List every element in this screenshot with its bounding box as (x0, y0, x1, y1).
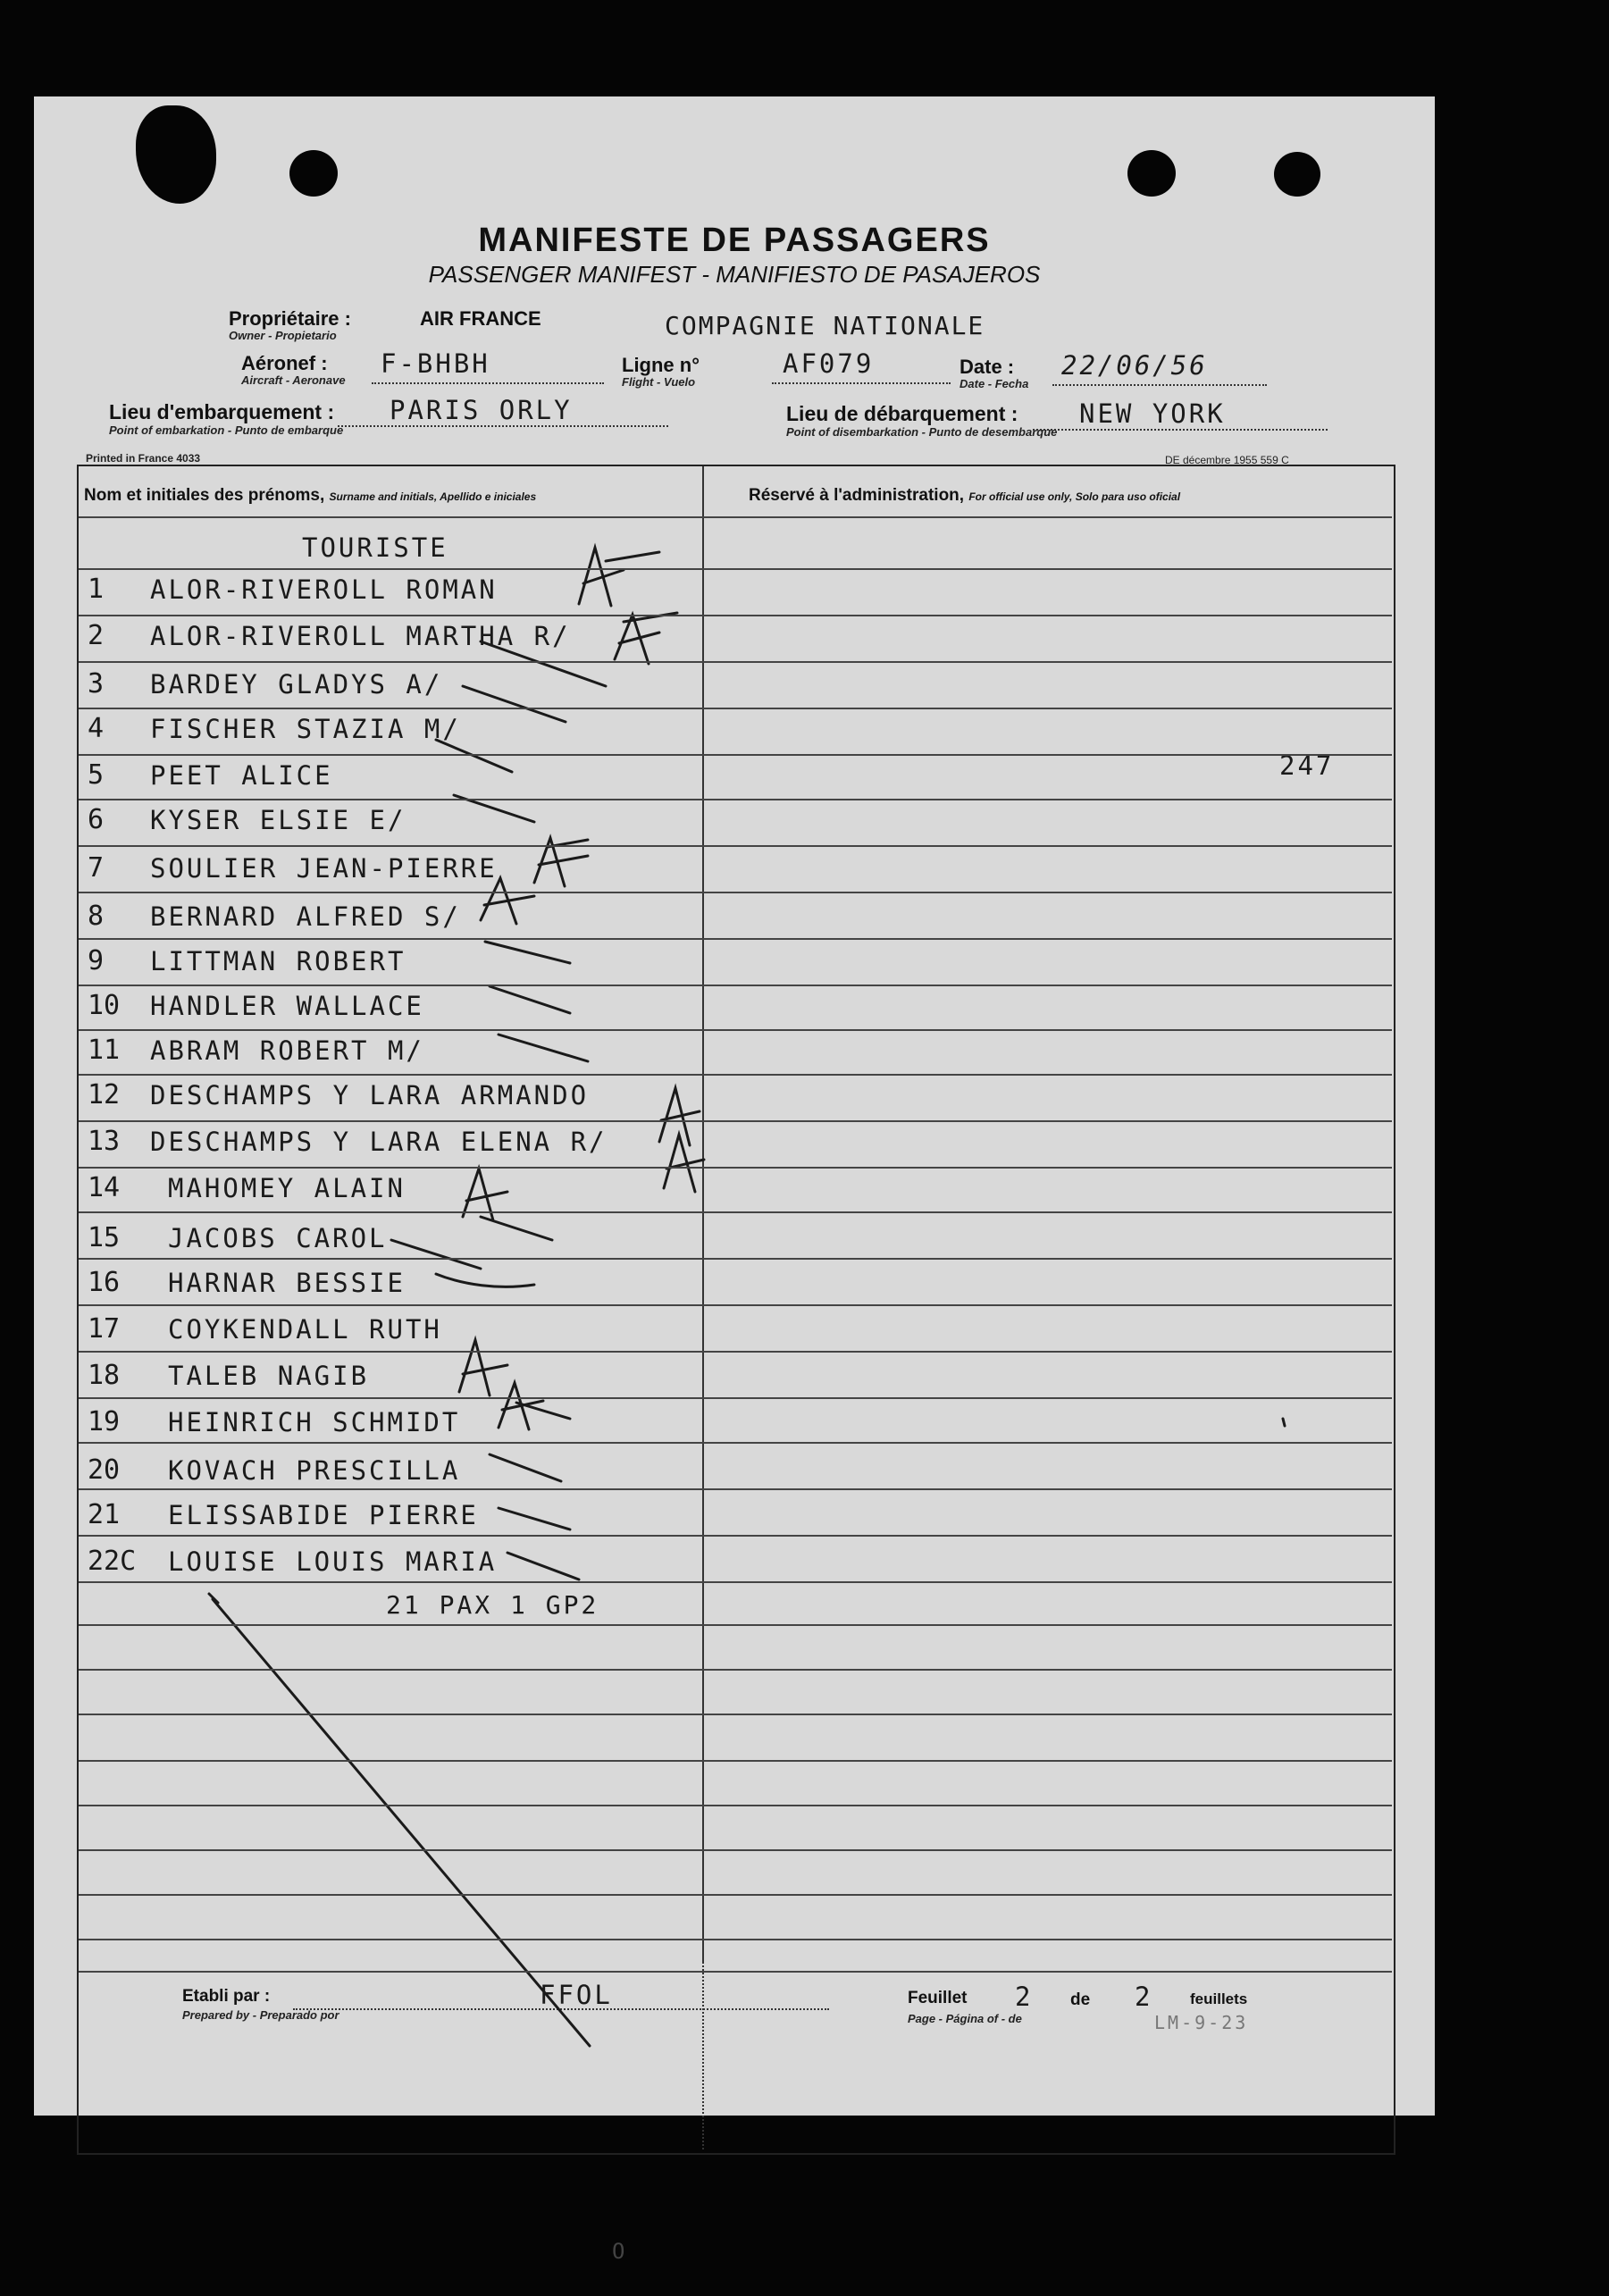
ruled-line (79, 708, 1392, 709)
passenger-number: 5 (88, 759, 105, 791)
ruled-line (79, 661, 1392, 663)
passenger-number: 10 (88, 990, 121, 1021)
passenger-number: 13 (88, 1126, 121, 1157)
sheets-word: feuillets (1190, 1990, 1248, 2007)
passenger-number: 2 (88, 620, 105, 651)
owner-sublabel: Owner - Propietario (229, 329, 337, 342)
ruled-line (79, 1894, 1392, 1896)
embarkation-label: Lieu d'embarquement : (109, 400, 335, 423)
passenger-name: SOULIER JEAN-PIERRE (150, 853, 498, 884)
passenger-name: ALOR-RIVEROLL ROMAN (150, 574, 498, 605)
passenger-number: 22C (88, 1546, 137, 1577)
passenger-name: LOUISE LOUIS MARIA (168, 1546, 498, 1577)
sheet-total: 2 (1135, 1982, 1153, 2012)
disembarkation-label: Lieu de débarquement : (786, 402, 1018, 425)
flight-sublabel: Flight - Vuelo (622, 375, 696, 389)
ruled-line (79, 892, 1392, 893)
passenger-number: 14 (88, 1172, 121, 1203)
ruled-line (79, 938, 1392, 940)
passenger-name: JACOBS CAROL (168, 1223, 388, 1253)
owner-company: COMPAGNIE NATIONALE (665, 311, 985, 340)
sheet-stamp: LM-9-23 (1154, 2012, 1249, 2033)
passenger-number: 21 (88, 1499, 121, 1530)
passenger-number: 8 (88, 901, 105, 932)
owner-value: AIR FRANCE (420, 307, 541, 330)
embarkation-value: PARIS ORLY (390, 395, 573, 425)
passenger-number: 17 (88, 1313, 121, 1345)
passenger-number: 15 (88, 1222, 121, 1253)
printed-note: Printed in France 4033 (86, 452, 201, 465)
passenger-number: 1 (88, 574, 105, 605)
ruled-line (79, 1074, 1392, 1076)
page-subtitle: PASSENGER MANIFEST - MANIFIESTO DE PASAJEROS (428, 261, 1041, 288)
passenger-name: PEET ALICE (150, 760, 333, 791)
class-label: TOURISTE (302, 532, 448, 563)
aircraft-sublabel: Aircraft - Aeronave (241, 373, 346, 387)
passenger-name: KYSER ELSIE E/ (150, 805, 406, 835)
bottom-mark: O (612, 2239, 628, 2264)
flight-label: Ligne n° (622, 354, 700, 376)
form-code: DE décembre 1955 559 C (1165, 454, 1289, 466)
page-title: MANIFESTE DE PASSAGERS (478, 222, 991, 259)
stamp-number: 247 (1279, 750, 1335, 781)
passenger-name: HEINRICH SCHMIDT (168, 1407, 461, 1437)
prepared-sublabel: Prepared by - Preparado por (182, 2008, 339, 2022)
passenger-number: 3 (88, 668, 105, 700)
ruled-line (79, 1971, 1392, 1973)
passenger-number: 20 (88, 1454, 121, 1486)
passenger-number: 7 (88, 852, 105, 884)
ruled-line (79, 516, 1392, 518)
ruled-line (79, 1849, 1392, 1851)
ruled-line (79, 1397, 1392, 1399)
owner-label: Propriétaire : (229, 307, 351, 330)
ruled-line (79, 799, 1392, 800)
aircraft-label: Aéronef : (241, 352, 328, 374)
sheet-sublabel: Page - Página of - de (908, 2012, 1022, 2025)
ruled-line (79, 845, 1392, 847)
passenger-number: 12 (88, 1079, 121, 1110)
sheet-of-label: de (1070, 1990, 1091, 2009)
ruled-line (79, 754, 1392, 756)
embarkation-sublabel: Point of embarkation - Punto de embarque (109, 423, 344, 437)
ruled-line (79, 1581, 1392, 1583)
date-label: Date : (960, 356, 1015, 378)
passenger-name: FISCHER STAZIA M/ (150, 714, 461, 744)
ruled-line (79, 1167, 1392, 1169)
passenger-name: HANDLER WALLACE (150, 991, 424, 1021)
column-header-names-sub: Surname and initials, Apellido e iniciales (329, 490, 537, 503)
ruled-line (79, 615, 1392, 616)
passenger-name: ABRAM ROBERT M/ (150, 1035, 424, 1066)
ruled-line (79, 1939, 1392, 1940)
flight-value: AF079 (783, 348, 875, 379)
passenger-name: BARDEY GLADYS A/ (150, 669, 443, 700)
passenger-name: BERNARD ALFRED S/ (150, 901, 461, 932)
sheet-number: 2 (1015, 1982, 1034, 2012)
disembarkation-sublabel: Point of disembarkation - Punto de desembarque (786, 425, 1058, 439)
column-header-admin-sub: For official use only, Solo para uso oficial (968, 490, 1181, 503)
ruled-line (79, 1535, 1392, 1537)
passenger-number: 19 (88, 1406, 121, 1437)
passenger-number: 16 (88, 1267, 121, 1298)
passenger-name: DESCHAMPS Y LARA ARMANDO (150, 1080, 590, 1110)
date-value: 22/06/56 (1061, 350, 1208, 381)
column-header-admin-label: Réservé à l'administration, (749, 486, 965, 505)
prepared-value: FFOL (540, 1980, 613, 2010)
aircraft-value: F-BHBH (381, 348, 490, 379)
passenger-name: COYKENDALL RUTH (168, 1314, 442, 1345)
ruled-line (79, 1029, 1392, 1031)
passenger-name: HARNAR BESSIE (168, 1268, 406, 1298)
summary: 21 PAX 1 GP2 (386, 1590, 599, 1620)
passenger-number: 4 (88, 713, 105, 744)
ruled-line (79, 1351, 1392, 1353)
prepared-label: Etabli par : (182, 1987, 271, 2006)
passenger-number: 11 (88, 1035, 121, 1066)
ruled-line (79, 985, 1392, 986)
ruled-line (79, 1714, 1392, 1715)
ruled-line (79, 1304, 1392, 1306)
ruled-line (79, 1120, 1392, 1122)
date-sublabel: Date - Fecha (960, 377, 1029, 390)
ruled-line (79, 1669, 1392, 1671)
passenger-number: 18 (88, 1360, 121, 1391)
ruled-line (79, 1442, 1392, 1444)
ruled-line (79, 568, 1392, 570)
passenger-name: KOVACH PRESCILLA (168, 1455, 461, 1486)
sheet-label: Feuillet (908, 1989, 968, 2007)
ruled-line (79, 1805, 1392, 1806)
passenger-number: 6 (88, 804, 105, 835)
passenger-number: 9 (88, 945, 105, 976)
ruled-line (79, 1760, 1392, 1762)
ruled-line (79, 1258, 1392, 1260)
disembarkation-value: NEW YORK (1079, 398, 1226, 429)
ruled-line (79, 1211, 1392, 1213)
passenger-name: ALOR-RIVEROLL MARTHA R/ (150, 621, 571, 651)
manifest-sheet (34, 96, 1435, 2116)
passenger-name: TALEB NAGIB (168, 1361, 370, 1391)
passenger-name: ELISSABIDE PIERRE (168, 1500, 479, 1530)
ruled-line (79, 1488, 1392, 1490)
passenger-name: LITTMAN ROBERT (150, 946, 406, 976)
ruled-line (79, 1624, 1392, 1626)
column-header-names-label: Nom et initiales des prénoms, (84, 486, 325, 505)
passenger-name: MAHOMEY ALAIN (168, 1173, 406, 1203)
passenger-name: DESCHAMPS Y LARA ELENA R/ (150, 1127, 608, 1157)
